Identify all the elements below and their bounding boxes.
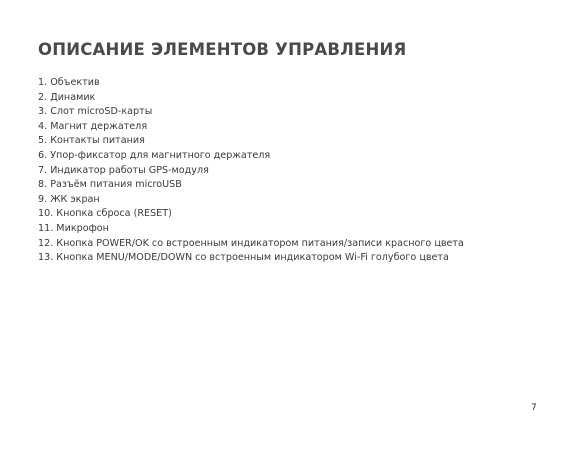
controls-list bbox=[38, 76, 464, 266]
list-item: 1. Объектив bbox=[38, 77, 100, 88]
list-item: 11. Микрофон bbox=[38, 222, 109, 234]
list-item: 8. Разъём питания microUSB bbox=[38, 179, 182, 191]
section-title: ОПИСАНИЕ ЭЛЕМЕНТОВ УПРАВЛЕНИЯ bbox=[38, 40, 407, 59]
list-item: 12. Кнопка POWER/OK со встроенным индикатором питания/записи красного цвета bbox=[38, 237, 464, 249]
list-item: 9. ЖК экран bbox=[38, 193, 100, 205]
list-item: 4. Магнит держателя bbox=[38, 120, 148, 132]
list-item: 2. Динамик bbox=[38, 91, 96, 103]
list-item: 5. Контакты питания bbox=[38, 135, 145, 147]
list-item: 3. Слот microSD-карты bbox=[38, 106, 153, 118]
list-item: 10. Кнопка сброса (RESET) bbox=[38, 208, 172, 220]
page-number: 7 bbox=[531, 403, 537, 413]
list-item: 6. Упор-фиксатор для магнитного держателя bbox=[38, 149, 271, 161]
list-item: 7. Индикатор работы GPS-модуля bbox=[38, 164, 209, 176]
list-item: 13. Кнопка MENU/MODE/DOWN со встроенным индикатором Wi-Fi голубого цвета bbox=[38, 252, 449, 264]
